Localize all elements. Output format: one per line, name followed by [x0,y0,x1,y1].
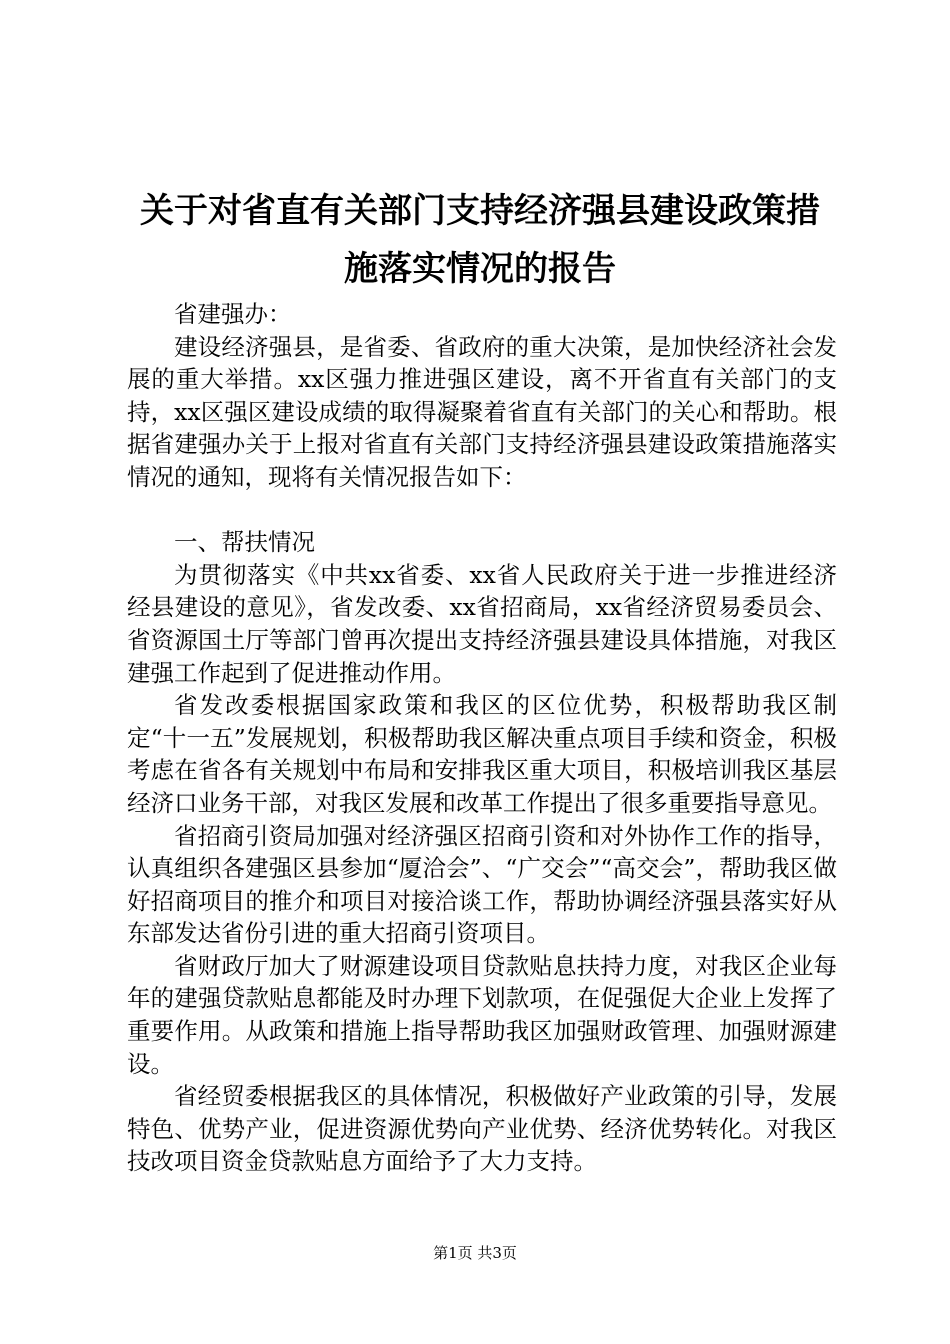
document-title-line-2: 施落实情况的报告 [344,249,616,289]
body-paragraph: 省发改委根据国家政策和我区的区位优势，积极帮助我区制定“十一五”发展规划，积极帮助我区解决重点项目手续和资金，积极考虑在省各有关规划中布局和安排我区重大项目，积极培训我区基层经济口业务干部，对我区发展和改革工作提出了很多重要指导意见。 [127,691,837,817]
document-body [127,298,837,1178]
page-footer: 第1页 共3页 [433,1244,517,1262]
body-paragraph: 为贯彻落实《中共xx省委、xx省人民政府关于进一步推进经济经县建设的意见》，省发改委、xx省招商局，xx省经济贸易委员会、省资源国土厅等部门曾再次提出支持经济强县建设具体措施，对我区建强工作起到了促进推动作用。 [127,560,837,687]
body-paragraph: 省招商引资局加强对经济强区招商引资和对外协作工作的指导，认真组织各建强区县参加“厦洽会”、“广交会”“高交会”，帮助我区做好招商项目的推介和项目对接洽谈工作，帮助协调经济强县落实好从东部发达省份引进的重大招商引资项目。 [127,821,837,948]
document-title-line-1: 关于对省直有关部门支持经济强县建设政策措 [140,191,820,231]
addressee: 省建强办： [174,300,292,328]
section-heading: 一、帮扶情况 [174,528,315,557]
intro-paragraph: 建设经济强县，是省委、省政府的重大决策，是加快经济社会发展的重大举措。xx区强力推进强区建设，离不开省直有关部门的支持，xx区强区建设成绩的取得凝聚着省直有关部门的关心和帮助。根据省建强办关于上报对省直有关部门支持经济强县建设政策措施落实情况的通知，现将有关情况报告如下： [127,332,837,491]
paragraph-spacer [127,494,837,527]
body-paragraph: 省经贸委根据我区的具体情况，积极做好产业政策的引导，发展特色、优势产业，促进资源优势向产业优势、经济优势转化。对我区技改项目资金贷款贴息方面给予了大力支持。 [127,1082,837,1176]
body-paragraph: 省财政厅加大了财源建设项目贷款贴息扶持力度，对我区企业每年的建强贷款贴息都能及时办理下划款项，在促强促大企业上发挥了重要作用。从政策和措施上指导帮助我区加强财政管理、加强财源建设。 [127,951,837,1078]
